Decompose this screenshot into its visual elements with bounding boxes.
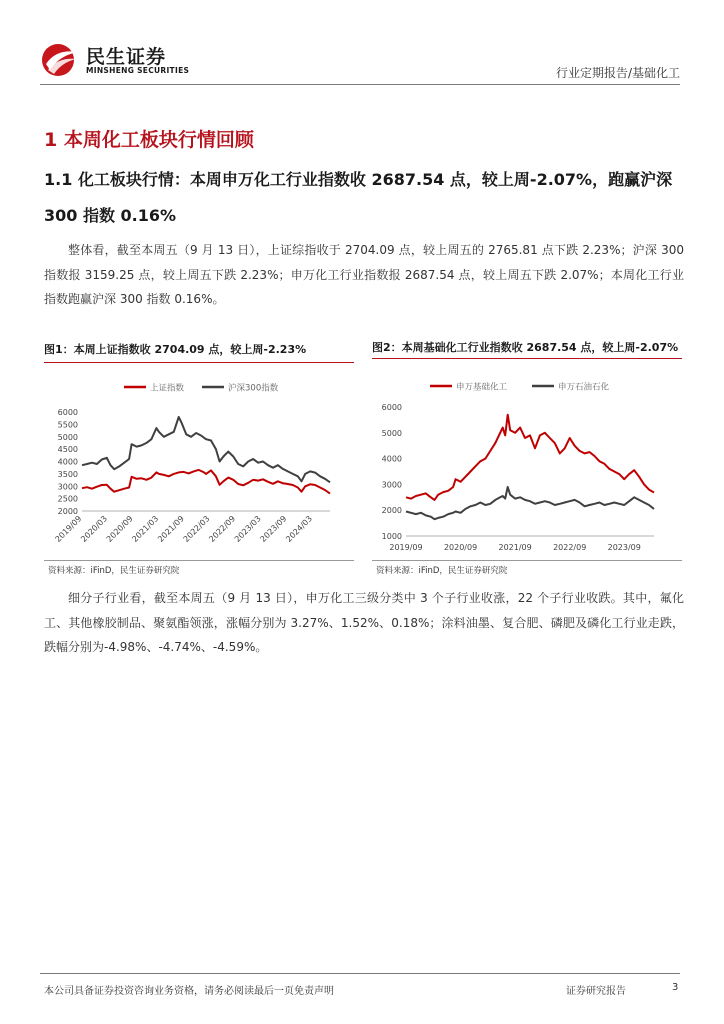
y-tick-label: 5000 — [57, 432, 78, 442]
y-tick-label: 3000 — [381, 480, 402, 490]
paragraph-text: 整体看，截至本周五（9 月 13 日），上证综指收于 2704.09 点，较上周五的 2765.81 点下跌 2.23%；沪深 300 指数报 3159.25 点，较上周五下跌 2.23%；申万化工行业指数报 2687.54 点，较上周五下跌 2.07%；本周化工行业指数跑赢沪深 300 指数 0.16%。 — [44, 243, 684, 306]
y-tick-label: 2000 — [57, 507, 78, 516]
y-tick-label: 2500 — [57, 494, 78, 504]
x-tick-label: 2023/03 — [232, 514, 263, 544]
y-tick-label: 6000 — [57, 408, 78, 417]
legend-label: 上证指数 — [150, 383, 185, 394]
figure-1 — [44, 342, 354, 363]
paragraph-overview — [44, 238, 684, 312]
y-tick-label: 4000 — [381, 454, 402, 464]
y-tick-label: 5500 — [57, 420, 78, 430]
figure-1-bottom-rule — [44, 560, 354, 561]
y-tick-label: 6000 — [381, 403, 402, 412]
footer-disclaimer: 本公司具备证券投资咨询业务资格，请务必阅读最后一页免责声明 — [44, 986, 334, 997]
x-tick-label: 2023/09 — [607, 543, 641, 552]
paragraph-subsector — [44, 586, 684, 660]
header-divider — [40, 84, 680, 85]
x-tick-label: 2022/09 — [553, 543, 587, 552]
x-tick-label: 2021/09 — [156, 514, 186, 544]
series-line-0 — [406, 415, 654, 500]
x-tick-label: 2023/09 — [258, 514, 289, 544]
x-tick-label: 2021/09 — [498, 543, 532, 552]
x-tick-label: 2022/03 — [181, 514, 212, 544]
figure-2-top-rule — [372, 358, 682, 359]
legend-label: 沪深300指数 — [228, 383, 279, 394]
x-tick-label: 2020/09 — [443, 543, 478, 552]
footer-report-type: 证券研究报告 — [566, 986, 626, 997]
y-tick-label: 3000 — [57, 482, 78, 492]
figure-2-source: 资料来源：iFinD，民生证券研究院 — [376, 566, 508, 576]
legend-label: 申万石油石化 — [558, 382, 610, 393]
y-tick-label: 4000 — [57, 457, 78, 467]
y-tick-label: 3500 — [57, 469, 78, 479]
x-tick-label: 2019/09 — [53, 514, 84, 544]
y-tick-label: 1000 — [381, 532, 402, 541]
logo-english-name: MINSHENG SECURITIES — [86, 66, 190, 75]
y-tick-label: 2000 — [381, 506, 402, 516]
logo-chinese-name: 民生证券 — [86, 46, 167, 68]
y-tick-label: 4500 — [57, 445, 78, 455]
minsheng-logo-icon — [40, 42, 80, 78]
report-category: 行业定期报告/基础化工 — [555, 66, 680, 80]
subsection-heading: 1.1 化工板块行情：本周申万化工行业指数收 2687.54 点，较上周-2.07%，跑赢沪深 300 指数 0.16% — [44, 170, 673, 225]
paragraph-text: 细分子行业看，截至本周五（9 月 13 日），申万化工三级分类中 3 个子行业收涨，22 个子行业收跌。其中，氟化工、其他橡胶制品、聚氨酯领涨，涨幅分别为 3.27%、1.52%、0.18%；涂料油墨、复合肥、磷肥及磷化工行业走跌，跌幅分别为-4.98%、-4.74%、-4.59%。 — [44, 591, 684, 654]
figure-2-bottom-rule — [372, 560, 682, 561]
section-heading: 1 本周化工板块行情回顾 — [44, 129, 254, 151]
chart-shanghai-csi300 — [44, 372, 354, 558]
figure-2 — [372, 340, 682, 359]
chart-basic-chemical-petrochem — [372, 374, 682, 558]
x-tick-label: 2022/09 — [207, 514, 238, 544]
x-tick-label: 2021/03 — [130, 514, 161, 544]
legend-label: 申万基础化工 — [456, 382, 508, 393]
y-tick-label: 5000 — [381, 428, 402, 438]
figure-1-source: 资料来源：iFinD，民生证券研究院 — [48, 566, 180, 576]
x-tick-label: 2020/03 — [79, 514, 110, 544]
x-tick-label: 2020/09 — [104, 514, 135, 544]
footer-divider — [40, 973, 680, 974]
x-tick-label: 2024/03 — [284, 514, 315, 544]
figure-1-top-rule — [44, 362, 354, 363]
series-line-1 — [82, 417, 330, 482]
page-number: 3 — [672, 982, 679, 993]
x-tick-label: 2019/09 — [389, 543, 423, 552]
figure-1-title: 图1：本周上证指数收 2704.09 点，较上周-2.23% — [44, 343, 307, 356]
figure-2-title: 图2：本周基础化工行业指数收 2687.54 点，较上周-2.07% — [372, 341, 679, 354]
